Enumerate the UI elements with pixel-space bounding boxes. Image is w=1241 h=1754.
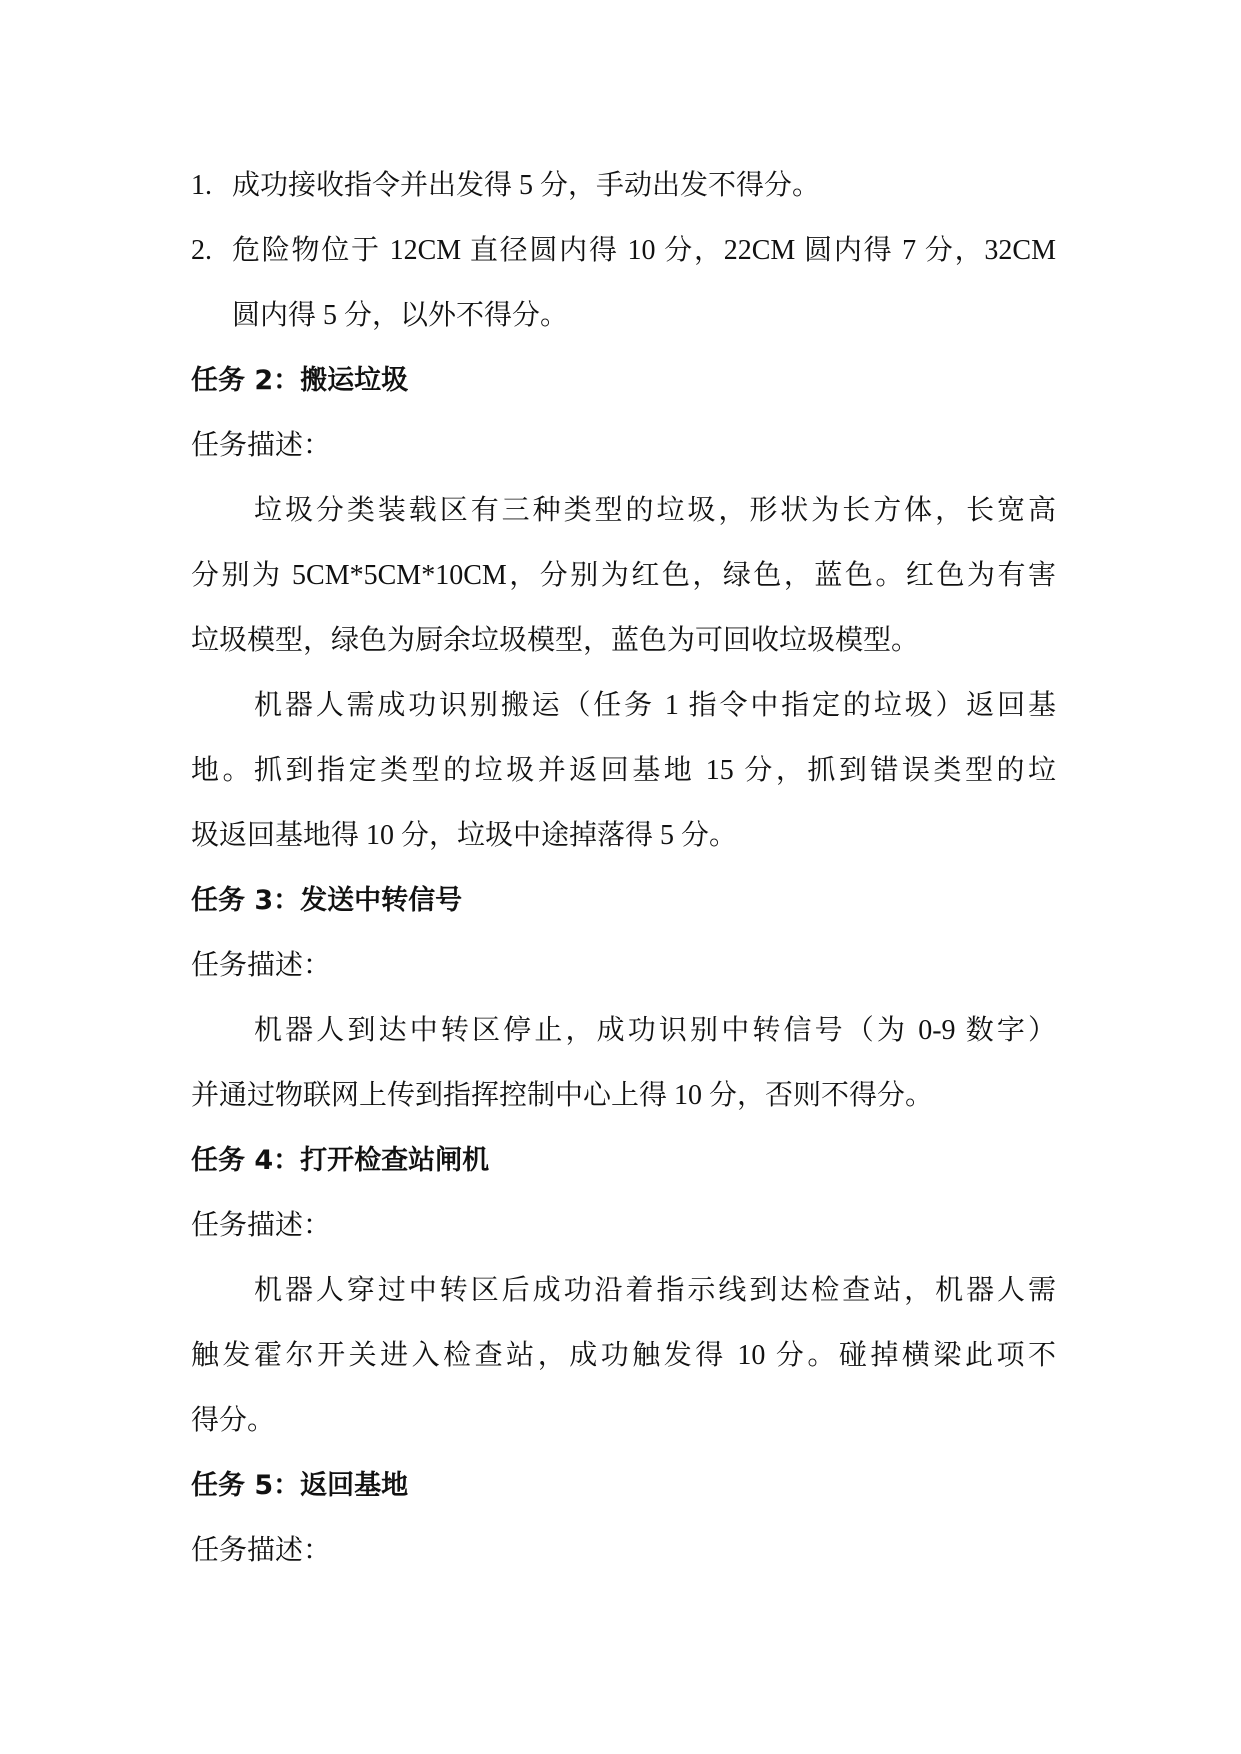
text-line: 地。抓到指定类型的垃圾并返回基地 15 分，抓到错误类型的垃: [191, 755, 1056, 786]
text-line: 危险物位于 12CM 直径圆内得 10 分，22CM 圆内得 7 分，32CM: [232, 235, 1056, 266]
text-line: 垃圾模型，绿色为厨余垃圾模型，蓝色为可回收垃圾模型。: [191, 625, 920, 656]
text-line: 机器人到达中转区停止，成功识别中转信号（为 0-9 数字）: [254, 1015, 1056, 1046]
list-item-2: [191, 218, 1056, 348]
text-line: 圾返回基地得 10 分，垃圾中途掉落得 5 分。: [191, 820, 738, 851]
text-line: 机器人穿过中转区后成功沿着指示线到达检查站，机器人需: [254, 1275, 1056, 1306]
section-task-3: [191, 868, 1056, 1128]
list-item-body: [232, 218, 1056, 348]
section-heading: 任务 5：返回基地: [191, 1470, 409, 1501]
text-line: 成功接收指令并出发得 5 分，手动出发不得分。: [232, 170, 821, 201]
text-line: 垃圾分类装载区有三种类型的垃圾，形状为长方体，长宽高: [254, 495, 1056, 526]
text-line: 分别为 5CM*5CM*10CM，分别为红色，绿色，蓝色。红色为有害: [191, 560, 1056, 591]
paragraph: [191, 673, 1056, 868]
description-label: 任务描述：: [191, 430, 332, 461]
section-task-2: [191, 348, 1056, 868]
section-heading: 任务 3：发送中转信号: [191, 885, 463, 916]
text-line: 机器人需成功识别搬运（任务 1 指令中指定的垃圾）返回基: [254, 690, 1056, 721]
section-heading: 任务 4：打开检查站闸机: [191, 1145, 490, 1176]
text-line: 圆内得 5 分，以外不得分。: [232, 300, 569, 331]
text-line: 并通过物联网上传到指挥控制中心上得 10 分，否则不得分。: [191, 1080, 934, 1111]
text-line: 触发霍尔开关进入检查站，成功触发得 10 分。碰掉横梁此项不: [191, 1340, 1056, 1371]
list-marker: 1.: [191, 170, 212, 201]
section-task-4: [191, 1128, 1056, 1453]
section-task-5: [191, 1453, 1056, 1583]
text-line: 得分。: [191, 1405, 276, 1436]
document-content: [191, 153, 1056, 1583]
list-marker: 2.: [191, 235, 212, 266]
paragraph: [191, 1258, 1056, 1453]
description-label: 任务描述：: [191, 950, 332, 981]
paragraph: [191, 998, 1056, 1128]
paragraph: [191, 478, 1056, 673]
list-item-1: [191, 153, 1056, 218]
section-heading: 任务 2：搬运垃圾: [191, 365, 409, 396]
description-label: 任务描述：: [191, 1210, 332, 1241]
description-label: 任务描述：: [191, 1535, 332, 1566]
list-item-body: [232, 153, 1056, 218]
